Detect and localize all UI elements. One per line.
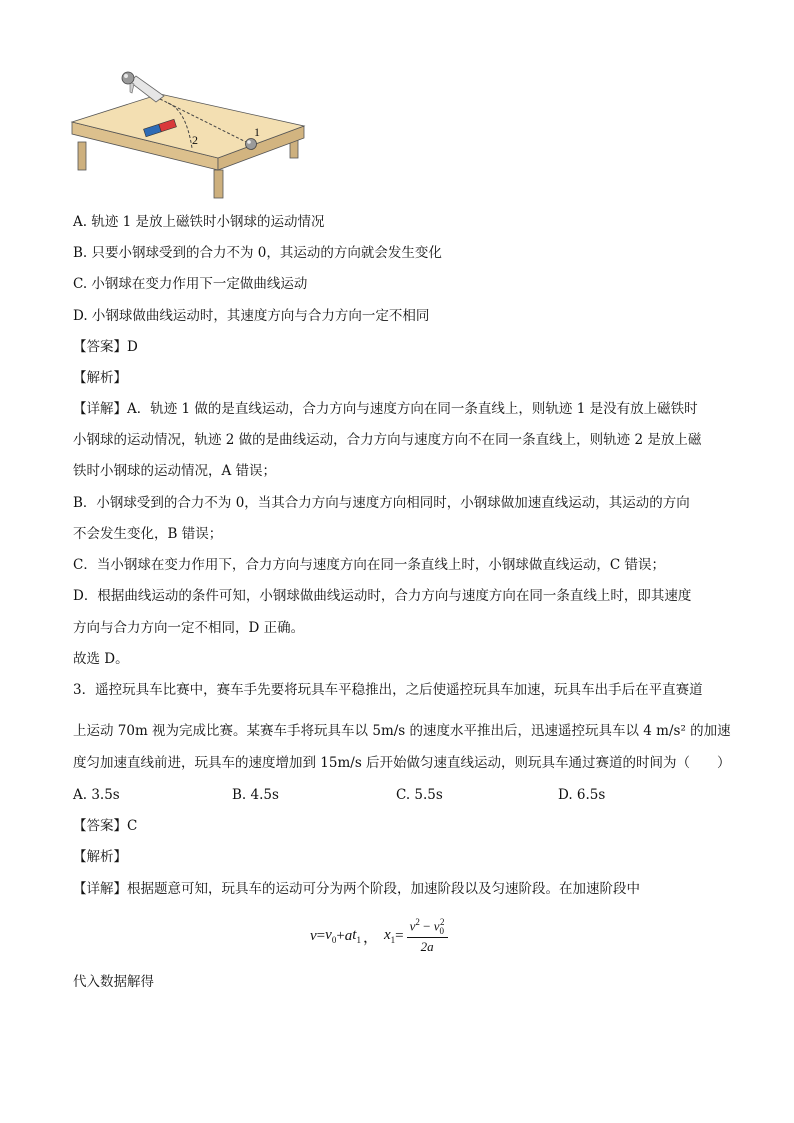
q2-conclusion: 故选 D。 <box>73 651 129 667</box>
table-leg <box>214 170 223 198</box>
fraction-numerator: $v^2 - v_0^2$ <box>407 917 448 938</box>
q2-detail-line: 铁时小钢球的运动情况，A 错误； <box>73 463 277 479</box>
q2-option-c: C. 小钢球在变力作用下一定做曲线运动 <box>73 276 308 292</box>
formula-v0: $v_0$ <box>325 927 337 945</box>
steel-ball-end <box>246 139 257 150</box>
q3-option-a: A. 3.5s <box>73 787 120 803</box>
label-trajectory-2: 2 <box>192 133 198 147</box>
q2-detail-line: C．当小钢球在变力作用下，合力方向与速度方向在同一条直线上时，小钢球做直线运动，C 错误； <box>73 557 665 573</box>
q2-detail-line: B．小钢球受到的合力不为 0，当其合力方向与速度方向相同时，小钢球做加速直线运动，其运动的方向 <box>73 495 690 511</box>
q2-detail-line: 不会发生变化，B 错误； <box>73 526 223 542</box>
q2-option-b: B. 只要小钢球受到的合力不为 0，其运动的方向就会发生变化 <box>73 245 442 261</box>
kinematics-formula <box>310 914 448 958</box>
formula-t1: $t_1$ <box>352 927 361 945</box>
q3-option-d: D. 6.5s <box>558 787 606 803</box>
q3-analysis-title: 【解析】 <box>73 849 127 865</box>
q2-analysis-title: 【解析】 <box>73 370 127 386</box>
q2-detail-line: 小钢球的运动情况，轨迹 2 做的是曲线运动，合力方向与速度方向不在同一条直线上，则轨迹 2 是放上磁 <box>73 432 702 448</box>
formula-separator: ， <box>362 929 378 946</box>
ball-highlight <box>247 140 251 144</box>
formula-fraction <box>407 917 448 955</box>
q3-stem-line: 上运动 70m 视为完成比赛。某赛车手将玩具车以 5m/s 的速度水平推出后，迅速遥控玩具车以 4 m/s² 的加速 <box>73 723 731 739</box>
q3-stem-line: 度匀加速直线前进，玩具车的速度增加到 15m/s 后开始做匀速直线运动，则玩具车通过赛道的时间为（ ） <box>73 755 731 771</box>
formula-a: a <box>344 927 353 944</box>
experiment-figure <box>68 66 308 200</box>
q3-detail: 【详解】根据题意可知，玩具车的运动可分为两个阶段，加速阶段以及匀速阶段。在加速阶段中 <box>73 881 640 897</box>
formula-equals: = <box>316 927 326 944</box>
q3-after-formula: 代入数据解得 <box>73 974 154 990</box>
table-leg <box>78 142 86 170</box>
q2-option-a: A. 轨迹 1 是放上磁铁时小钢球的运动情况 <box>73 214 325 230</box>
fraction-denominator: 2a <box>420 938 434 954</box>
steel-ball-start <box>122 72 134 84</box>
formula-v: v <box>310 927 317 944</box>
q2-answer: 【答案】D <box>73 339 138 355</box>
q3-option-c: C. 5.5s <box>396 787 443 803</box>
q3-stem-line: 3．遥控玩具车比赛中，赛车手先要将玩具车平稳推出，之后使遥控玩具车加速，玩具车出手后在平直赛道 <box>73 682 703 698</box>
q2-detail-line: 方向与合力方向一定不相同，D 正确。 <box>73 620 305 636</box>
q2-option-d: D. 小钢球做曲线运动时，其速度方向与合力方向一定不相同 <box>73 308 430 324</box>
formula-plus: + <box>336 927 345 944</box>
q2-detail-line: 【详解】A．轨迹 1 做的是直线运动，合力方向与速度方向在同一条直线上，则轨迹 1 是没有放上磁铁时 <box>73 401 698 417</box>
ball-highlight <box>124 74 128 78</box>
q3-option-b: B. 4.5s <box>232 787 279 803</box>
q2-detail-line: D．根据曲线运动的条件可知，小钢球做曲线运动时，合力方向与速度方向在同一条直线上时，即其速度 <box>73 588 692 604</box>
q3-answer: 【答案】C <box>73 818 138 834</box>
label-trajectory-1: 1 <box>254 125 260 139</box>
formula-equals: = <box>395 927 404 944</box>
formula-x1: $x_1$ <box>383 927 396 945</box>
